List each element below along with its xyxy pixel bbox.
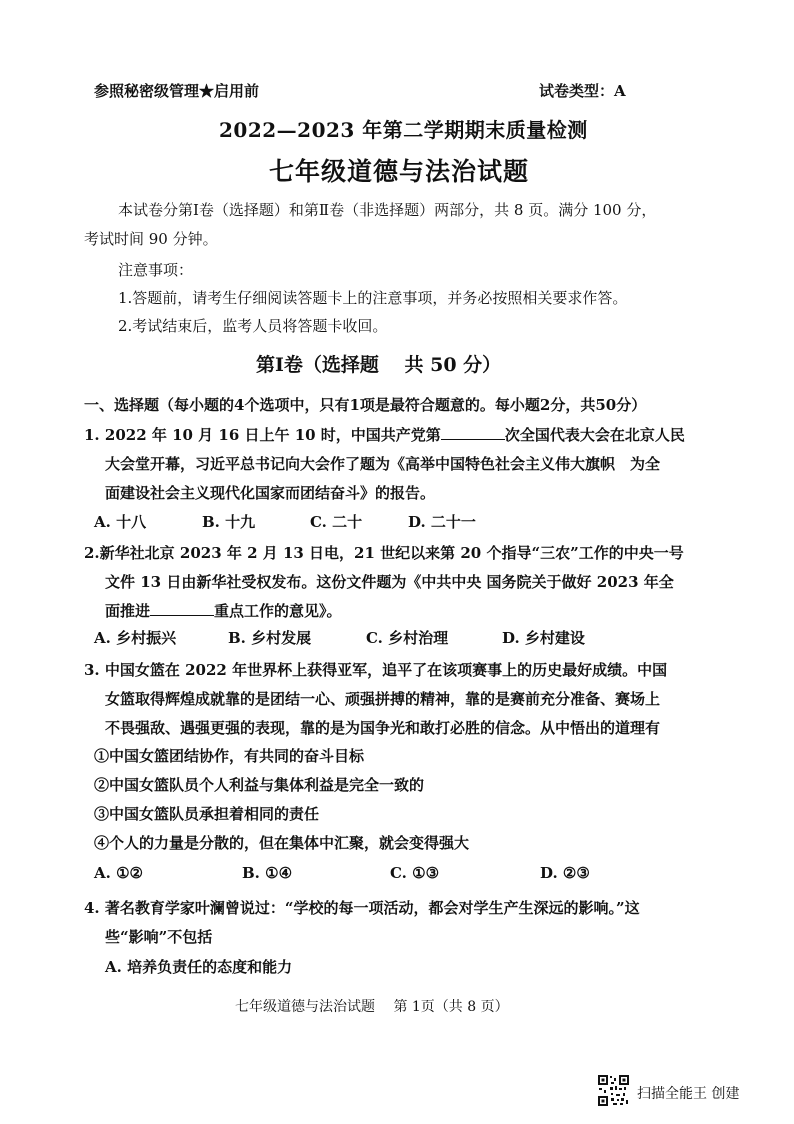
- option-a: A. ①②: [94, 864, 143, 882]
- question-2-text-a: 面推进: [105, 602, 151, 620]
- question-3-statement-4: ④个人的力量是分散的，但在集体中汇聚，就会变得强大: [94, 834, 470, 852]
- intro-line1: 本试卷分第Ⅰ卷（选择题）和第Ⅱ卷（非选择题）两部分，共 8 页。满分 100 分，: [118, 201, 657, 219]
- exam-title-line1: 2022—2023 年第二学期期末质量检测: [219, 118, 588, 142]
- question-3-options: [94, 859, 590, 888]
- intro-line2: 考试时间 90 分钟。: [84, 230, 218, 248]
- note-item-2: 2.考试结束后，监考人员将答题卡收回。: [118, 317, 388, 335]
- notes-heading: 注意事项：: [118, 261, 194, 279]
- question-4-option-a: A. 培养负责任的态度和能力: [105, 958, 293, 976]
- question-3-statement-1: ①中国女篮团结协作，有共同的奋斗目标: [94, 747, 365, 765]
- question-1-line1: [84, 421, 685, 450]
- question-3-statement-3: ③中国女篮队员承担着相同的责任: [94, 805, 320, 823]
- question-1-text-a: 1. 2022 年 10 月 16 日上午 10 时，中国共产党第: [84, 426, 441, 444]
- option-b: B. 十九: [202, 513, 256, 531]
- question-2-options: [94, 624, 585, 653]
- paper-type-label: 试卷类型：A: [539, 82, 626, 100]
- option-b: B. 乡村发展: [228, 629, 312, 647]
- part1-title: 第Ⅰ卷（选择题 共 50 分）: [256, 354, 502, 376]
- question-1-options: [94, 508, 476, 537]
- question-3-line1: 3. 中国女篮在 2022 年世界杯上获得亚军，追平了在该项赛事上的历史最好成绩。中国: [84, 661, 668, 679]
- question-3-line2: 女篮取得辉煌成就靠的是团结一心、顽强拼搏的精神，靠的是赛前充分准备、赛场上: [105, 690, 661, 708]
- question-3-statement-2: ②中国女篮队员个人利益与集体利益是完全一致的: [94, 776, 425, 794]
- scanner-watermark: 扫描全能王 创建: [637, 1086, 740, 1102]
- option-c: C. 乡村治理: [366, 629, 449, 647]
- exam-title-line2: 七年级道德与法治试题: [269, 157, 530, 186]
- question-1-text-b: 次全国代表大会在北京人民: [504, 426, 685, 444]
- question-2-line1: 2.新华社北京 2023 年 2 月 13 日电，21 世纪以来第 20 个指导“三农”工作的中央一号: [84, 544, 684, 562]
- question-3-line3: 不畏强敌、遇强更强的表现，靠的是为国争光和敢打必胜的信念。从中悟出的道理有: [105, 719, 661, 737]
- option-d: D. 二十一: [408, 513, 476, 531]
- question-2-text-b: 重点工作的意见》。: [214, 602, 342, 620]
- option-d: D. ②③: [540, 864, 590, 882]
- note-item-1: 1.答题前，请考生仔细阅读答题卡上的注意事项，并务必按照相关要求作答。: [118, 289, 628, 307]
- qr-code-icon: [597, 1074, 630, 1107]
- option-a: A. 十八: [94, 513, 147, 531]
- option-a: A. 乡村振兴: [94, 629, 177, 647]
- question-2-line3: [105, 597, 342, 626]
- question-4-line1: 4. 著名教育学家叶澜曾说过：“学校的每一项活动，都会对学生产生深远的影响。”这: [84, 899, 640, 917]
- page-footer: 七年级道德与法治试题 第 1页（共 8 页）: [235, 999, 509, 1015]
- option-c: C. ①③: [390, 864, 440, 882]
- option-d: D. 乡村建设: [502, 629, 585, 647]
- question-1-line3: 面建设社会主义现代化国家而团结奋斗》的报告。: [105, 484, 436, 502]
- question-4-line2: 些“影响”不包括: [105, 928, 213, 946]
- answer-blank: [150, 601, 214, 616]
- confidential-label: 参照秘密级管理★启用前: [94, 82, 260, 100]
- question-1-line2: 大会堂开幕，习近平总书记向大会作了题为《高举中国特色社会主义伟大旗帜 为全: [105, 455, 661, 473]
- option-c: C. 二十: [310, 513, 363, 531]
- answer-blank: [441, 425, 505, 440]
- section1-heading: 一、选择题（每小题的4个选项中，只有1项是最符合题意的。每小题2分，共50分）: [84, 396, 647, 414]
- option-b: B. ①④: [242, 864, 293, 882]
- question-2-line2: 文件 13 日由新华社受权发布。这份文件题为《中共中央 国务院关于做好 2023 年全: [105, 573, 674, 591]
